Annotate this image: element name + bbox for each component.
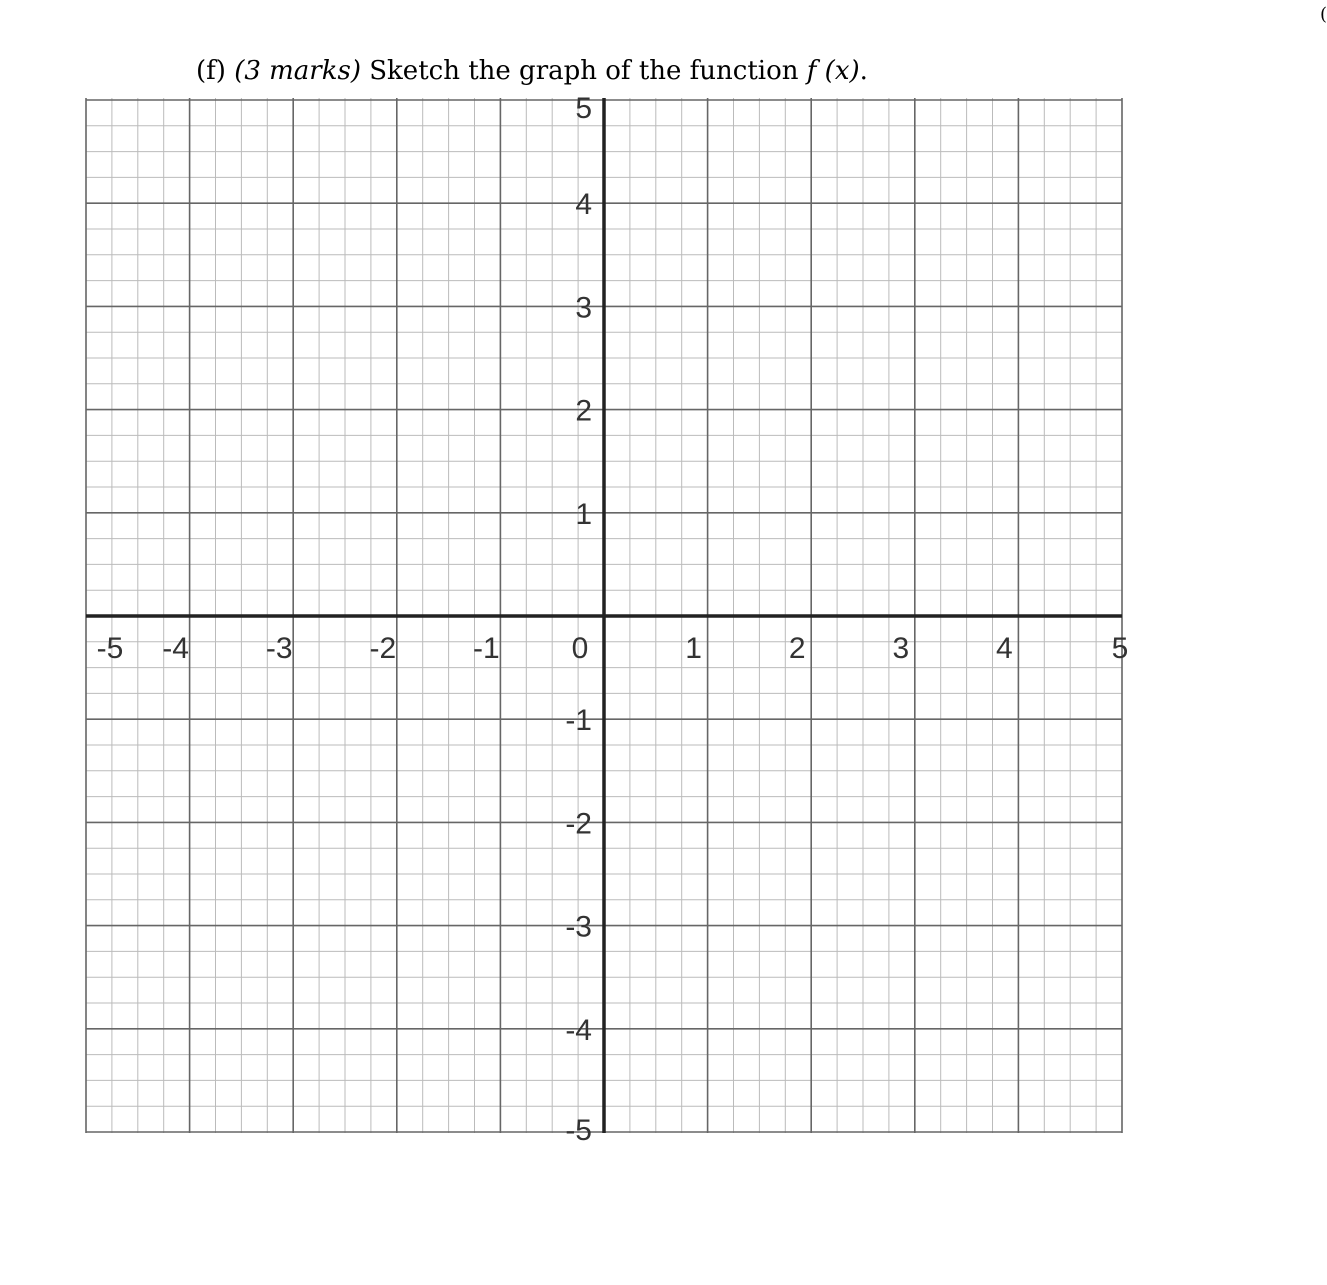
x-tick-label: 0 xyxy=(571,632,589,665)
y-tick-label: 2 xyxy=(575,394,592,428)
y-tick-label: -3 xyxy=(565,910,592,944)
y-tick-label: 3 xyxy=(575,291,592,325)
x-tick-label: 1 xyxy=(685,632,702,665)
x-tick-label: -4 xyxy=(162,632,189,665)
x-tick-label: 3 xyxy=(892,632,910,665)
y-tick-label: 4 xyxy=(575,188,592,222)
question-function: f (x) xyxy=(806,56,860,86)
question-part: (f) xyxy=(196,56,226,86)
y-tick-label: 5 xyxy=(575,92,592,125)
x-tick-label: 2 xyxy=(788,632,806,665)
corner-mark: ( xyxy=(1319,4,1327,25)
y-tick-label: -4 xyxy=(565,1013,592,1047)
x-tick-label: -2 xyxy=(369,632,397,665)
question-text: Sketch the graph of the function xyxy=(369,56,799,86)
y-tick-label: -2 xyxy=(565,807,592,841)
y-tick-label: 1 xyxy=(575,497,592,531)
x-tick-label: -1 xyxy=(473,632,500,665)
y-tick-label: -1 xyxy=(565,704,592,738)
tick-labels xyxy=(97,92,1129,1147)
question-period: . xyxy=(859,56,868,86)
x-tick-label: 5 xyxy=(1111,632,1129,665)
question-marks: (3 marks) xyxy=(234,56,361,86)
x-tick-label: -5 xyxy=(96,632,124,665)
y-tick-label: -5 xyxy=(565,1114,592,1147)
x-tick-label: -3 xyxy=(265,632,293,665)
x-tick-label: 4 xyxy=(996,632,1013,665)
